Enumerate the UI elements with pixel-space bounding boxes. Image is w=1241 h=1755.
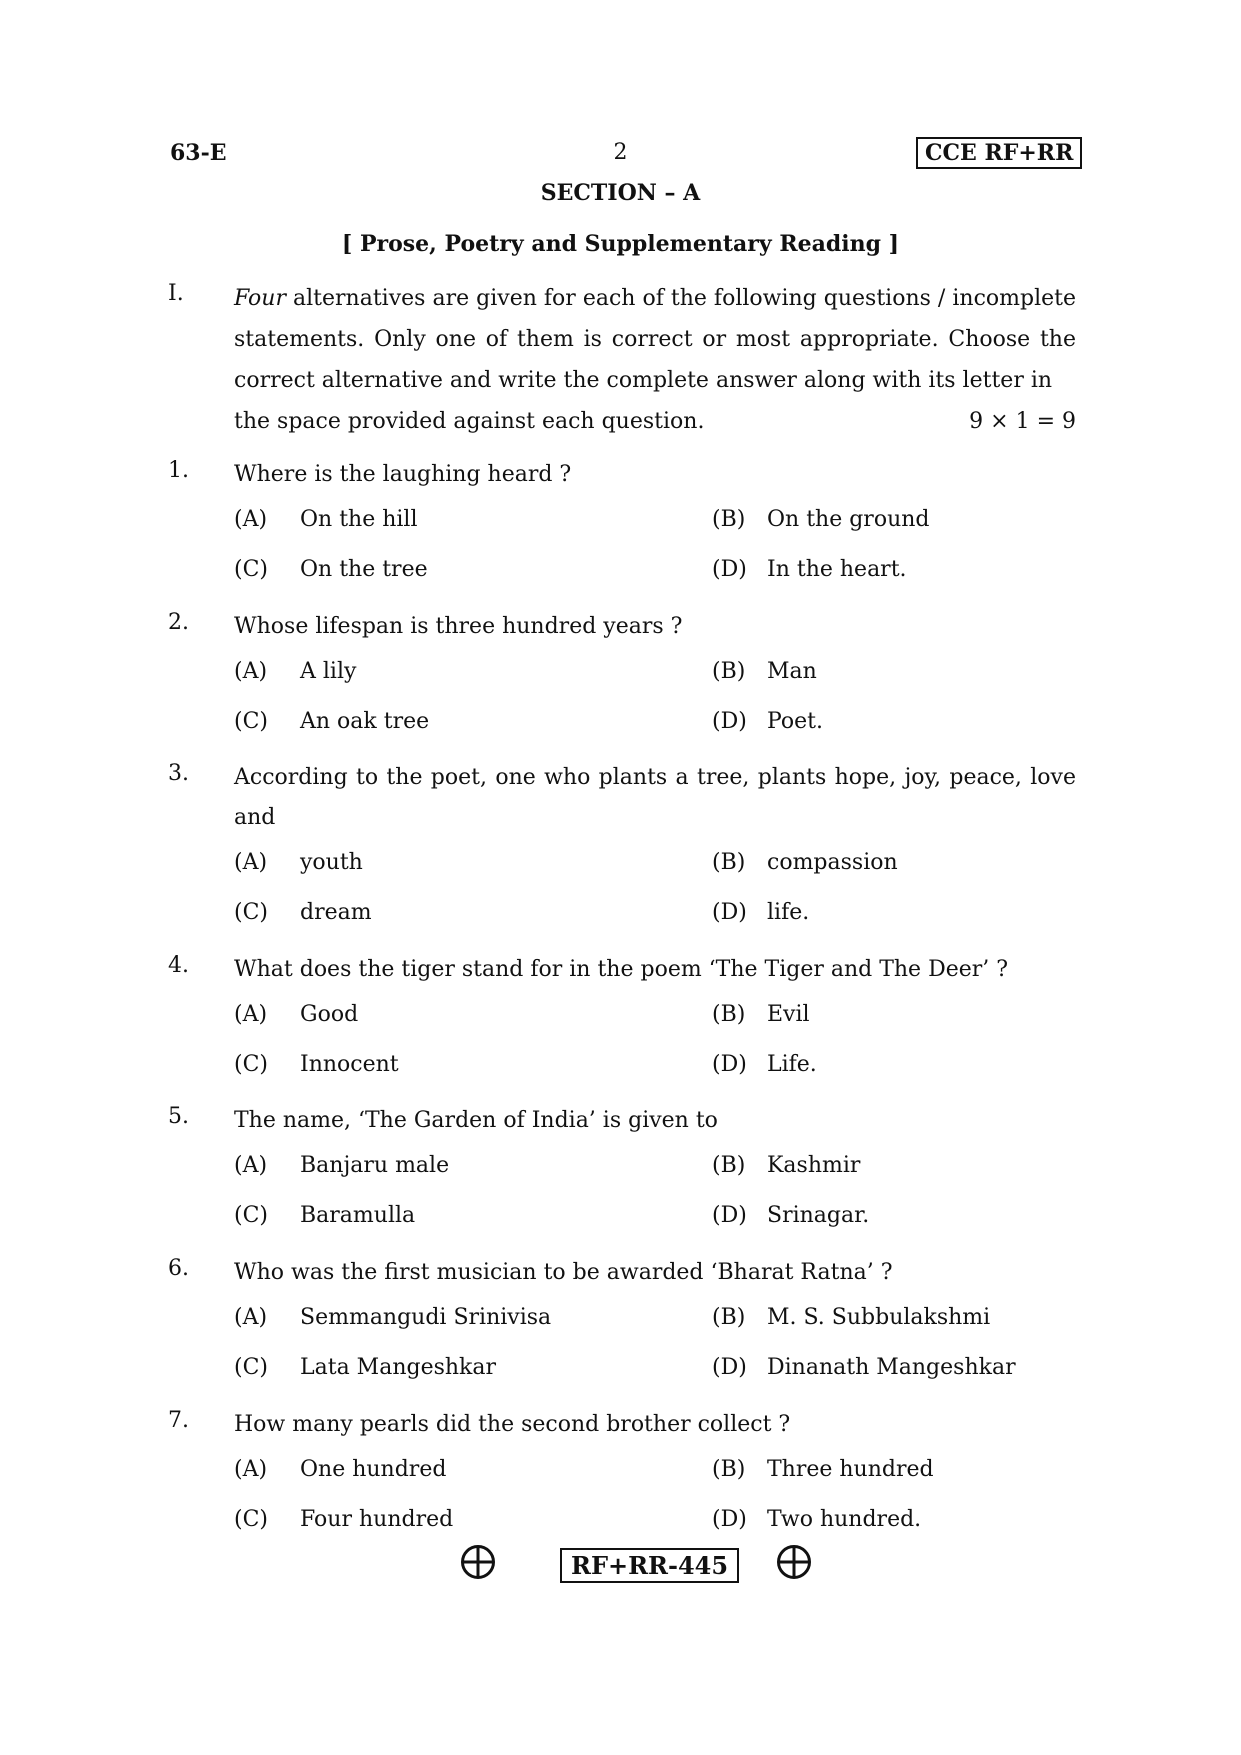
option-text: On the hill: [300, 507, 418, 532]
instruction-text: [234, 278, 1076, 442]
question-text: Whose lifespan is three hundred years ?: [234, 614, 683, 639]
section-subtitle: [ Prose, Poetry and Supplementary Reading ]: [341, 231, 900, 257]
option-letter: (D): [712, 709, 747, 734]
option-letter: (C): [234, 557, 268, 582]
option-text: Evil: [767, 1002, 810, 1027]
option-letter: (B): [712, 507, 746, 532]
option-text: Lata Mangeshkar: [300, 1355, 497, 1380]
question-number: 4.: [168, 953, 189, 978]
option-letter: (A): [234, 1153, 268, 1178]
question-text: Who was the first musician to be awarded ‘Bharat Ratna’ ?: [234, 1260, 893, 1285]
option-text: compassion: [767, 850, 898, 875]
option-letter: (D): [712, 557, 747, 582]
instruction-emphasis: Four: [234, 286, 286, 311]
option-text: Srinagar.: [767, 1203, 870, 1228]
option-text: Poet.: [767, 709, 824, 734]
option-text: Two hundred.: [767, 1507, 922, 1532]
option-letter: (C): [234, 1507, 268, 1532]
instruction-marks: 9 × 1 = 9: [969, 409, 1076, 434]
option-letter: (C): [234, 1355, 268, 1380]
option-text: dream: [300, 900, 372, 925]
question-text: The name, ‘The Garden of India’ is given to: [234, 1108, 718, 1133]
option-text: An oak tree: [300, 709, 430, 734]
question-text: According to the poet, one who plants a tree, plants hope, joy, peace, love and: [234, 765, 1076, 830]
option-letter: (D): [712, 1203, 747, 1228]
registration-mark-icon: [776, 1544, 812, 1580]
option-letter: (B): [712, 1457, 746, 1482]
option-text: Innocent: [300, 1052, 399, 1077]
option-letter: (A): [234, 1305, 268, 1330]
option-text: Dinanath Mangeshkar: [767, 1355, 1016, 1380]
option-letter: (A): [234, 1457, 268, 1482]
option-letter: (B): [712, 1153, 746, 1178]
option-text: life.: [767, 900, 810, 925]
instruction-number: I.: [168, 281, 184, 306]
question-number: 3.: [168, 761, 189, 786]
section-title: SECTION – A: [540, 180, 701, 206]
option-text: M. S. Subbulakshmi: [767, 1305, 991, 1330]
question-text: What does the tiger stand for in the poem ‘The Tiger and The Deer’ ?: [234, 957, 1009, 982]
question-number: 2.: [168, 610, 189, 635]
option-letter: (C): [234, 1052, 268, 1077]
paper-code: 63-E: [170, 140, 227, 166]
option-text: Man: [767, 659, 817, 684]
option-text: Semmangudi Srinivisa: [300, 1305, 552, 1330]
option-text: Banjaru male: [300, 1153, 450, 1178]
question-text: How many pearls did the second brother collect ?: [234, 1412, 791, 1437]
option-letter: (B): [712, 850, 746, 875]
option-text: On the tree: [300, 557, 428, 582]
option-text: Good: [300, 1002, 359, 1027]
option-text: On the ground: [767, 507, 930, 532]
option-text: Baramulla: [300, 1203, 416, 1228]
option-text: A lily: [300, 659, 357, 684]
question-text: Where is the laughing heard ?: [234, 462, 572, 487]
option-letter: (C): [234, 1203, 268, 1228]
instruction-last-text: the space provided against each question.: [234, 409, 705, 434]
option-letter: (C): [234, 709, 268, 734]
option-letter: (A): [234, 850, 268, 875]
question-number: 6.: [168, 1256, 189, 1281]
option-letter: (A): [234, 1002, 268, 1027]
option-letter: (D): [712, 1052, 747, 1077]
option-text: Kashmir: [767, 1153, 861, 1178]
option-text: youth: [300, 850, 363, 875]
instruction-body: alternatives are given for each of the following questions / incomplete statements. Only one of them is correct or most appropriate. Choose the correct alternative and write the complete answer along with its letter in: [234, 286, 1076, 393]
paper-series-box: CCE RF+RR: [916, 137, 1082, 169]
option-letter: (B): [712, 1305, 746, 1330]
option-letter: (B): [712, 1002, 746, 1027]
option-letter: (D): [712, 900, 747, 925]
question-number: 7.: [168, 1408, 189, 1433]
option-text: One hundred: [300, 1457, 447, 1482]
page-number: 2: [613, 140, 628, 165]
option-text: Four hundred: [300, 1507, 454, 1532]
registration-mark-icon: [460, 1544, 496, 1580]
option-letter: (D): [712, 1355, 747, 1380]
option-letter: (A): [234, 659, 268, 684]
option-text: In the heart.: [767, 557, 907, 582]
footer-code-box: RF+RR-445: [560, 1548, 739, 1583]
question-number: 5.: [168, 1104, 189, 1129]
option-letter: (C): [234, 900, 268, 925]
option-text: Three hundred: [767, 1457, 934, 1482]
option-letter: (B): [712, 659, 746, 684]
question-number: 1.: [168, 458, 189, 483]
instruction-last-line: [234, 401, 1076, 442]
option-letter: (A): [234, 507, 268, 532]
option-text: Life.: [767, 1052, 817, 1077]
option-letter: (D): [712, 1507, 747, 1532]
